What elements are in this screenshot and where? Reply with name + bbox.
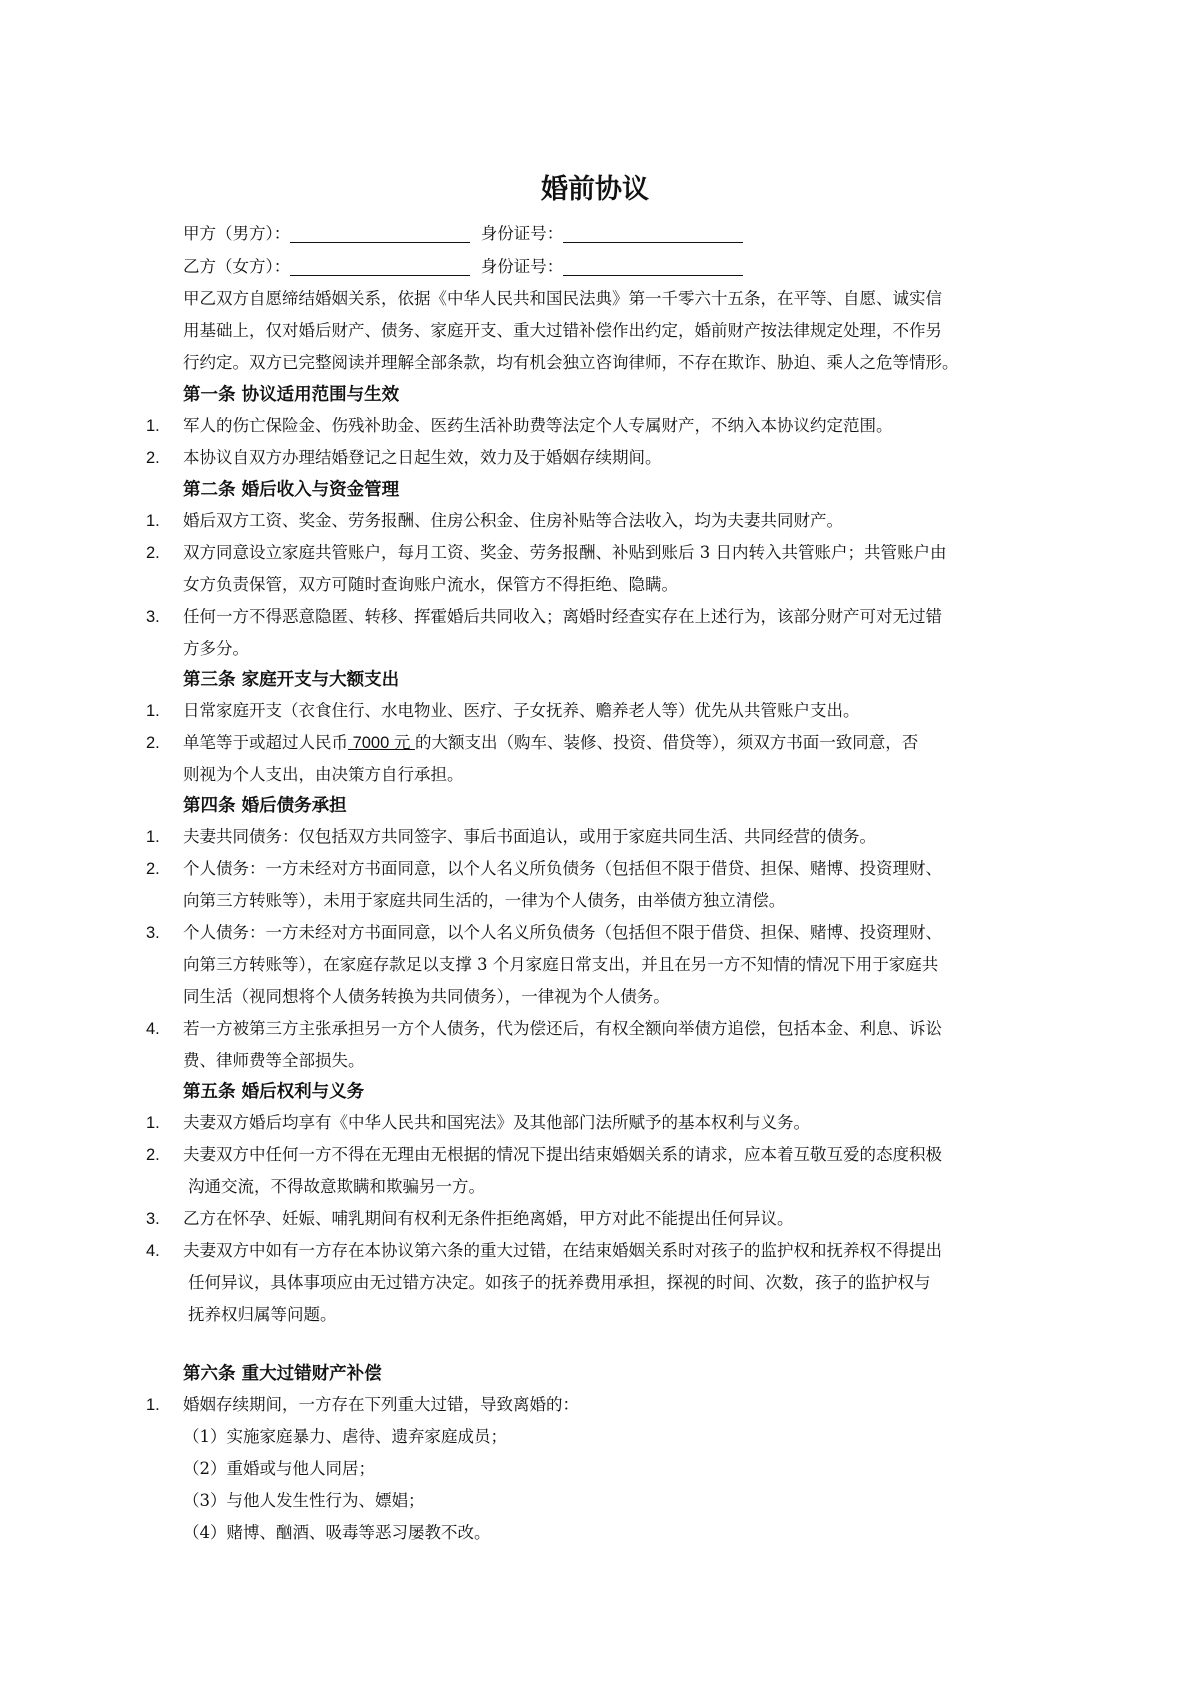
item-text: 向第三方转账等），在家庭存款足以支撑 3 个月家庭日常支出，并且在另一方不知情的情况下用于家庭共 (183, 955, 939, 974)
item-number: 2. (146, 544, 160, 562)
item-text: 双方同意设立家庭共管账户，每月工资、奖金、劳务报酬、补贴到账后 3 日内转入共管账户；共管账户由 (183, 543, 947, 562)
item-number: 1. (146, 828, 160, 846)
item-number: 1. (146, 1114, 160, 1132)
item-text: 婚后双方工资、奖金、劳务报酬、住房公积金、住房补贴等合法收入，均为夫妻共同财产。 (183, 511, 843, 530)
party-b-row (183, 255, 743, 279)
item-text: 本协议自双方办理结婚登记之日起生效，效力及于婚姻存续期间。 (183, 448, 662, 467)
item-number: 4. (146, 1020, 160, 1038)
item-text: 军人的伤亡保险金、伤残补助金、医药生活补助费等法定个人专属财产，不纳入本协议约定范围。 (183, 416, 893, 435)
item-number: 2. (146, 860, 160, 878)
item-text: 方多分。 (183, 639, 249, 658)
party-b-id-label: 身份证号： (480, 257, 564, 276)
party-a-label: 甲方（男方）： (183, 224, 291, 243)
preamble-line: 用基础上，仅对婚后财产、债务、家庭开支、重大过错补偿作出约定，婚前财产按法律规定处理，不作另 (183, 321, 942, 340)
item-text: 抚养权归属等问题。 (188, 1305, 337, 1324)
article-2-heading: 第二条 婚后收入与资金管理 (183, 480, 400, 500)
article-4-heading: 第四条 婚后债务承担 (183, 796, 347, 816)
article-5-heading: 第五条 婚后权利与义务 (183, 1082, 365, 1102)
article-6-heading: 第六条 重大过错财产补偿 (183, 1364, 382, 1384)
party-b-name-blank[interactable] (290, 255, 470, 276)
preamble-line: 甲乙双方自愿缔结婚姻关系，依据《中华人民共和国民法典》第一千零六十五条，在平等、自愿、诚实信 (183, 289, 942, 308)
item-text: 婚姻存续期间，一方存在下列重大过错，导致离婚的： (183, 1395, 579, 1414)
party-a-name-blank[interactable] (290, 222, 470, 243)
sub-item: （4）赌博、酗酒、吸毒等恶习屡教不改。 (183, 1523, 491, 1542)
sub-item: （1）实施家庭暴力、虐待、遗弃家庭成员； (183, 1427, 507, 1446)
item-text: 向第三方转账等），未用于家庭共同生活的，一律为个人债务，由举债方独立清偿。 (183, 891, 786, 910)
party-a-row (183, 222, 743, 246)
item-number: 1. (146, 1396, 160, 1414)
item-text: 同生活（视同想将个人债务转换为共同债务），一律视为个人债务。 (183, 987, 670, 1006)
item-text: 夫妻双方中如有一方存在本协议第六条的重大过错，在结束婚姻关系时对孩子的监护权和抚养权不得提出 (183, 1241, 942, 1260)
amount-prefix: 单笔等于或超过人民币 (183, 733, 348, 752)
item-number: 2. (146, 1146, 160, 1164)
item-text: 则视为个人支出，由决策方自行承担。 (183, 765, 464, 784)
party-b-label: 乙方（女方）： (183, 257, 291, 276)
item-text: 日常家庭开支（衣食住行、水电物业、医疗、子女抚养、赡养老人等）优先从共管账户支出。 (183, 701, 860, 720)
item-text: 夫妻共同债务：仅包括双方共同签字、事后书面追认，或用于家庭共同生活、共同经营的债务。 (183, 827, 876, 846)
item-text: 乙方在怀孕、妊娠、哺乳期间有权利无条件拒绝离婚，甲方对此不能提出任何异议。 (183, 1209, 794, 1228)
item-number: 1. (146, 417, 160, 435)
party-b-id-blank[interactable] (563, 255, 743, 276)
item-number: 1. (146, 702, 160, 720)
amount-suffix: 的大额支出（购车、装修、投资、借贷等），须双方书面一致同意，否 (414, 733, 919, 752)
item-number: 2. (146, 734, 160, 752)
party-a-id-label: 身份证号： (480, 224, 564, 243)
item-text: 费、律师费等全部损失。 (183, 1051, 365, 1070)
item-text: 个人债务：一方未经对方书面同意，以个人名义所负债务（包括但不限于借贷、担保、赌博、投资理财、 (183, 923, 942, 942)
item-text: 个人债务：一方未经对方书面同意，以个人名义所负债务（包括但不限于借贷、担保、赌博、投资理财、 (183, 859, 942, 878)
sub-item: （3）与他人发生性行为、嫖娼； (183, 1491, 425, 1510)
item-text: 沟通交流，不得故意欺瞒和欺骗另一方。 (188, 1177, 485, 1196)
item-number: 2. (146, 449, 160, 467)
document-title: 婚前协议 (541, 174, 649, 205)
sub-item: （2）重婚或与他人同居； (183, 1459, 375, 1478)
item-text: 夫妻双方中任何一方不得在无理由无根据的情况下提出结束婚姻关系的请求，应本着互敬互爱的态度积极 (183, 1145, 942, 1164)
item-text: 女方负责保管，双方可随时查询账户流水，保管方不得拒绝、隐瞒。 (183, 575, 678, 594)
item-text: 夫妻双方婚后均享有《中华人民共和国宪法》及其他部门法所赋予的基本权利与义务。 (183, 1113, 810, 1132)
party-a-id-blank[interactable] (563, 222, 743, 243)
article-1-heading: 第一条 协议适用范围与生效 (183, 385, 400, 405)
item-text: 若一方被第三方主张承担另一方个人债务，代为偿还后，有权全额向举债方追偿，包括本金、利息、诉讼 (183, 1019, 942, 1038)
item-number: 3. (146, 1210, 160, 1228)
preamble-line: 行约定。双方已完整阅读并理解全部条款，均有机会独立咨询律师，不存在欺诈、胁迫、乘人之危等情形。 (183, 353, 959, 372)
article-3-heading: 第三条 家庭开支与大额支出 (183, 670, 400, 690)
item-text (183, 731, 918, 755)
item-number: 4. (146, 1242, 160, 1260)
item-number: 1. (146, 512, 160, 530)
item-text: 任何一方不得恶意隐匿、转移、挥霍婚后共同收入；离婚时经查实存在上述行为，该部分财产可对无过错 (183, 607, 942, 626)
item-number: 3. (146, 608, 160, 626)
item-text: 任何异议，具体事项应由无过错方决定。如孩子的抚养费用承担，探视的时间、次数，孩子的监护权与 (188, 1273, 931, 1292)
item-number: 3. (146, 924, 160, 942)
amount-value: 7000 元 (348, 734, 415, 752)
